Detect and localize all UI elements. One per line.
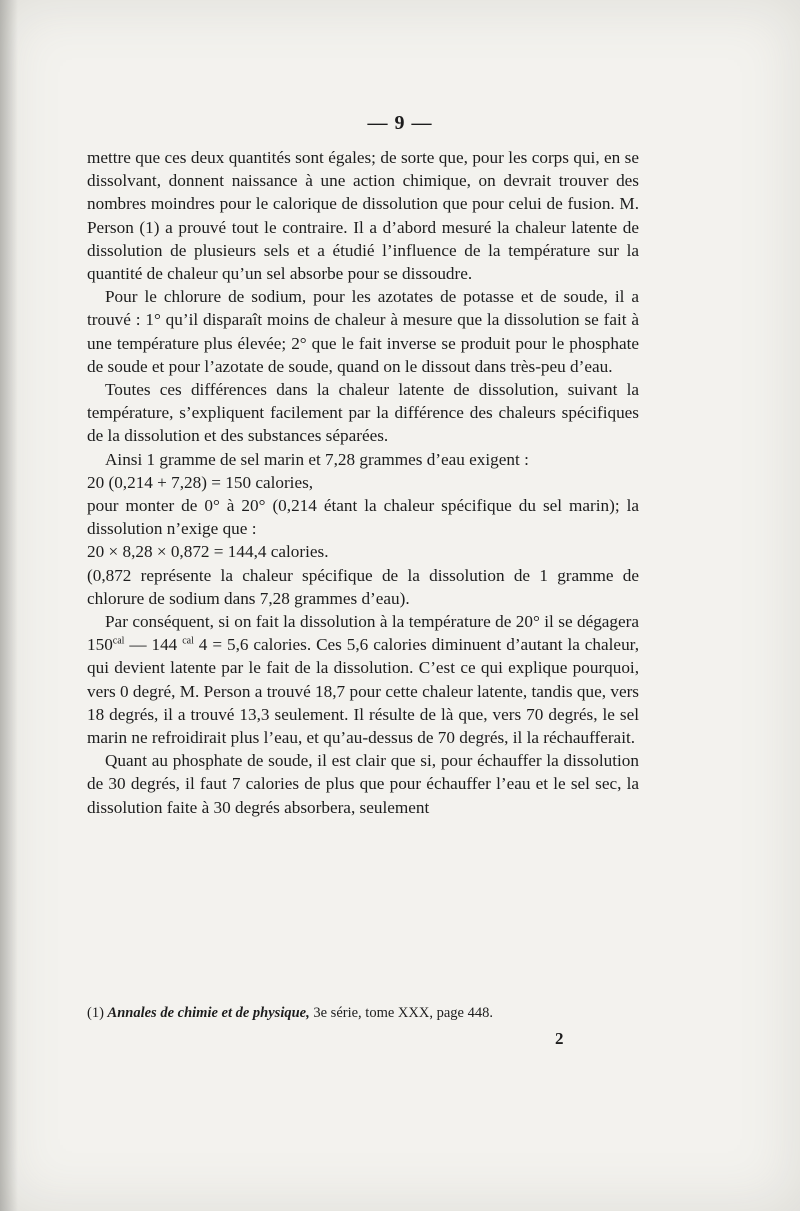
superscript-cal-1: cal bbox=[112, 635, 125, 647]
paragraph-7-part-a: Par conséquent, si on fait la dissolution à la température de 20° il se dégagera 150 bbox=[87, 612, 639, 655]
superscript-cal-2: cal bbox=[182, 635, 194, 647]
paragraph-2: Pour le chlorure de sodium, pour les azotates de potasse et de soude, il a trouvé : 1° qu’il disparaît moins de chaleur à mesure que la dissolution se fait à une température plus élevée; 2° que le fait inverse se produit pour le phosphate de soude et pour l’azotate de soude, quand on le dissout dans très-peu d’eau. bbox=[87, 287, 639, 376]
footnote-journal: Annales de chimie et de physique, bbox=[107, 1005, 310, 1021]
binding-shadow bbox=[0, 0, 18, 1211]
signature-mark: 2 bbox=[555, 1029, 564, 1048]
paragraph-8: Quant au phosphate de soude, il est clair que si, pour échauffer la dissolution de 30 degrés, il faut 7 calories de plus que pour échauffer l’eau et le sel sec, la dissolution faite à 30 degrés absorbera, seulement bbox=[87, 751, 639, 817]
formula-1: 20 (0,214 + 7,28) = 150 calories, bbox=[87, 472, 314, 492]
paragraph-1: mettre que ces deux quantités sont égales; de sorte que, pour les corps qui, en se dissolvant, donnent naissance à une action chimique, on devrait trouver des nombres moindres pour le calorique de dissolution que pour celui de fusion. M. Person (1) a prouvé tout le contraire. Il a d’abord mesuré la chaleur latente de dissolution de plusieurs sels et a étudié l’influence de la température sur la quantité de chaleur qu’un sel absorbe pour se dissoudre. bbox=[87, 148, 639, 284]
body-text bbox=[87, 146, 639, 819]
paragraph-7 bbox=[87, 610, 639, 749]
paragraph-5: pour monter de 0° à 20° (0,214 étant la chaleur spécifique du sel marin); la dissolution n’exige que : bbox=[87, 496, 639, 539]
footnote-reference: 3e série, tome XXX, page 448. bbox=[309, 1005, 493, 1021]
footnote bbox=[87, 1005, 647, 1022]
paragraph-6: (0,872 représente la chaleur spécifique de la dissolution de 1 gramme de chlorure de sodium dans 7,28 grammes d’eau). bbox=[87, 565, 639, 608]
footnote-mark: (1) bbox=[87, 1005, 104, 1021]
paragraph-7-part-c: 4 = 5,6 calories. Ces 5,6 calories diminuent d’autant la chaleur, qui devient latente par le fait de la dissolution. C’est ce qui explique pourquoi, vers 0 degré, M. Person a trouvé 18,7 pour cette chaleur latente, tandis que, vers 18 degrés, il a trouvé 13,3 seulement. Il résulte de là que, vers 70 degrés, le sel marin ne refroidirait plus l’eau, et qu’au-dessus de 70 degrés, il la réchaufferait. bbox=[87, 635, 639, 748]
formula-2: 20 × 8,28 × 0,872 = 144,4 calories. bbox=[87, 542, 329, 562]
paragraph-7-part-b: — 144 bbox=[124, 635, 183, 655]
page-number: — 9 — bbox=[367, 112, 433, 134]
paragraph-3: Toutes ces différences dans la chaleur latente de dissolution, suivant la température, s’expliquent facilement par la différence des chaleurs spécifiques de la dissolution et des substances séparées. bbox=[87, 380, 639, 446]
paragraph-4: Ainsi 1 gramme de sel marin et 7,28 grammes d’eau exigent : bbox=[105, 449, 529, 469]
